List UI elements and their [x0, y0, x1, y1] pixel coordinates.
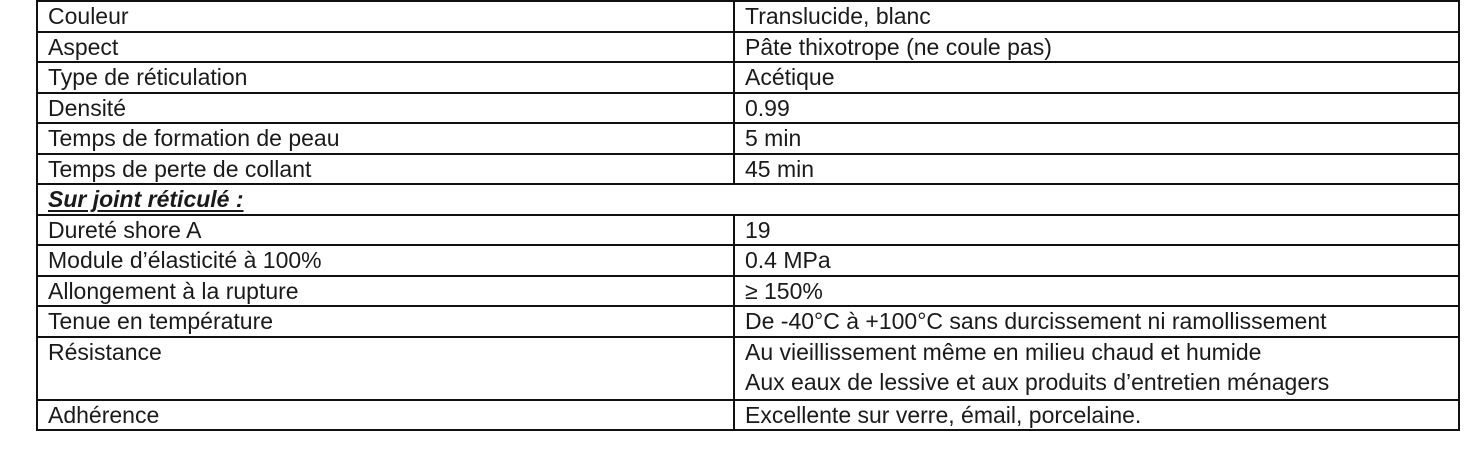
property-value: 19	[734, 215, 1459, 246]
property-label: Densité	[37, 93, 734, 124]
section-row	[37, 184, 1459, 215]
value-line: Aux eaux de lessive et aux produits d’entretien ménagers	[745, 368, 1330, 395]
table-row	[37, 62, 1459, 93]
property-value: Acétique	[734, 62, 1459, 93]
property-label: Dureté shore A	[37, 215, 734, 246]
table-row	[37, 1, 1459, 32]
table-row	[37, 276, 1459, 307]
table-row	[37, 123, 1459, 154]
property-label: Allongement à la rupture	[37, 276, 734, 307]
properties-table	[36, 0, 1460, 431]
section-heading: Sur joint réticulé :	[37, 184, 1459, 215]
property-label: Résistance	[37, 337, 734, 400]
table-row	[37, 215, 1459, 246]
property-value: Excellente sur verre, émail, porcelaine.	[734, 400, 1459, 431]
value-line: Au vieillissement même en milieu chaud et humide	[745, 338, 1262, 365]
property-value: Pâte thixotrope (ne coule pas)	[734, 32, 1459, 63]
property-label: Temps de formation de peau	[37, 123, 734, 154]
property-value: Translucide, blanc	[734, 1, 1459, 32]
property-value-multiline	[734, 337, 1459, 400]
spec-sheet	[36, 0, 1458, 431]
table-row	[37, 93, 1459, 124]
property-label: Temps de perte de collant	[37, 154, 734, 185]
table-row	[37, 245, 1459, 276]
property-value: 0.99	[734, 93, 1459, 124]
table-row	[37, 32, 1459, 63]
property-label: Module d’élasticité à 100%	[37, 245, 734, 276]
property-label: Type de réticulation	[37, 62, 734, 93]
property-label: Aspect	[37, 32, 734, 63]
table-row-resistance	[37, 337, 1459, 400]
table-row	[37, 154, 1459, 185]
property-value: ≥ 150%	[734, 276, 1459, 307]
property-value: 5 min	[734, 123, 1459, 154]
table-row	[37, 306, 1459, 337]
property-label: Couleur	[37, 1, 734, 32]
property-label: Tenue en température	[37, 306, 734, 337]
property-label: Adhérence	[37, 400, 734, 431]
property-value: 45 min	[734, 154, 1459, 185]
property-value: 0.4 MPa	[734, 245, 1459, 276]
table-row	[37, 400, 1459, 431]
property-value: De -40°C à +100°C sans durcissement ni ramollissement	[734, 306, 1459, 337]
